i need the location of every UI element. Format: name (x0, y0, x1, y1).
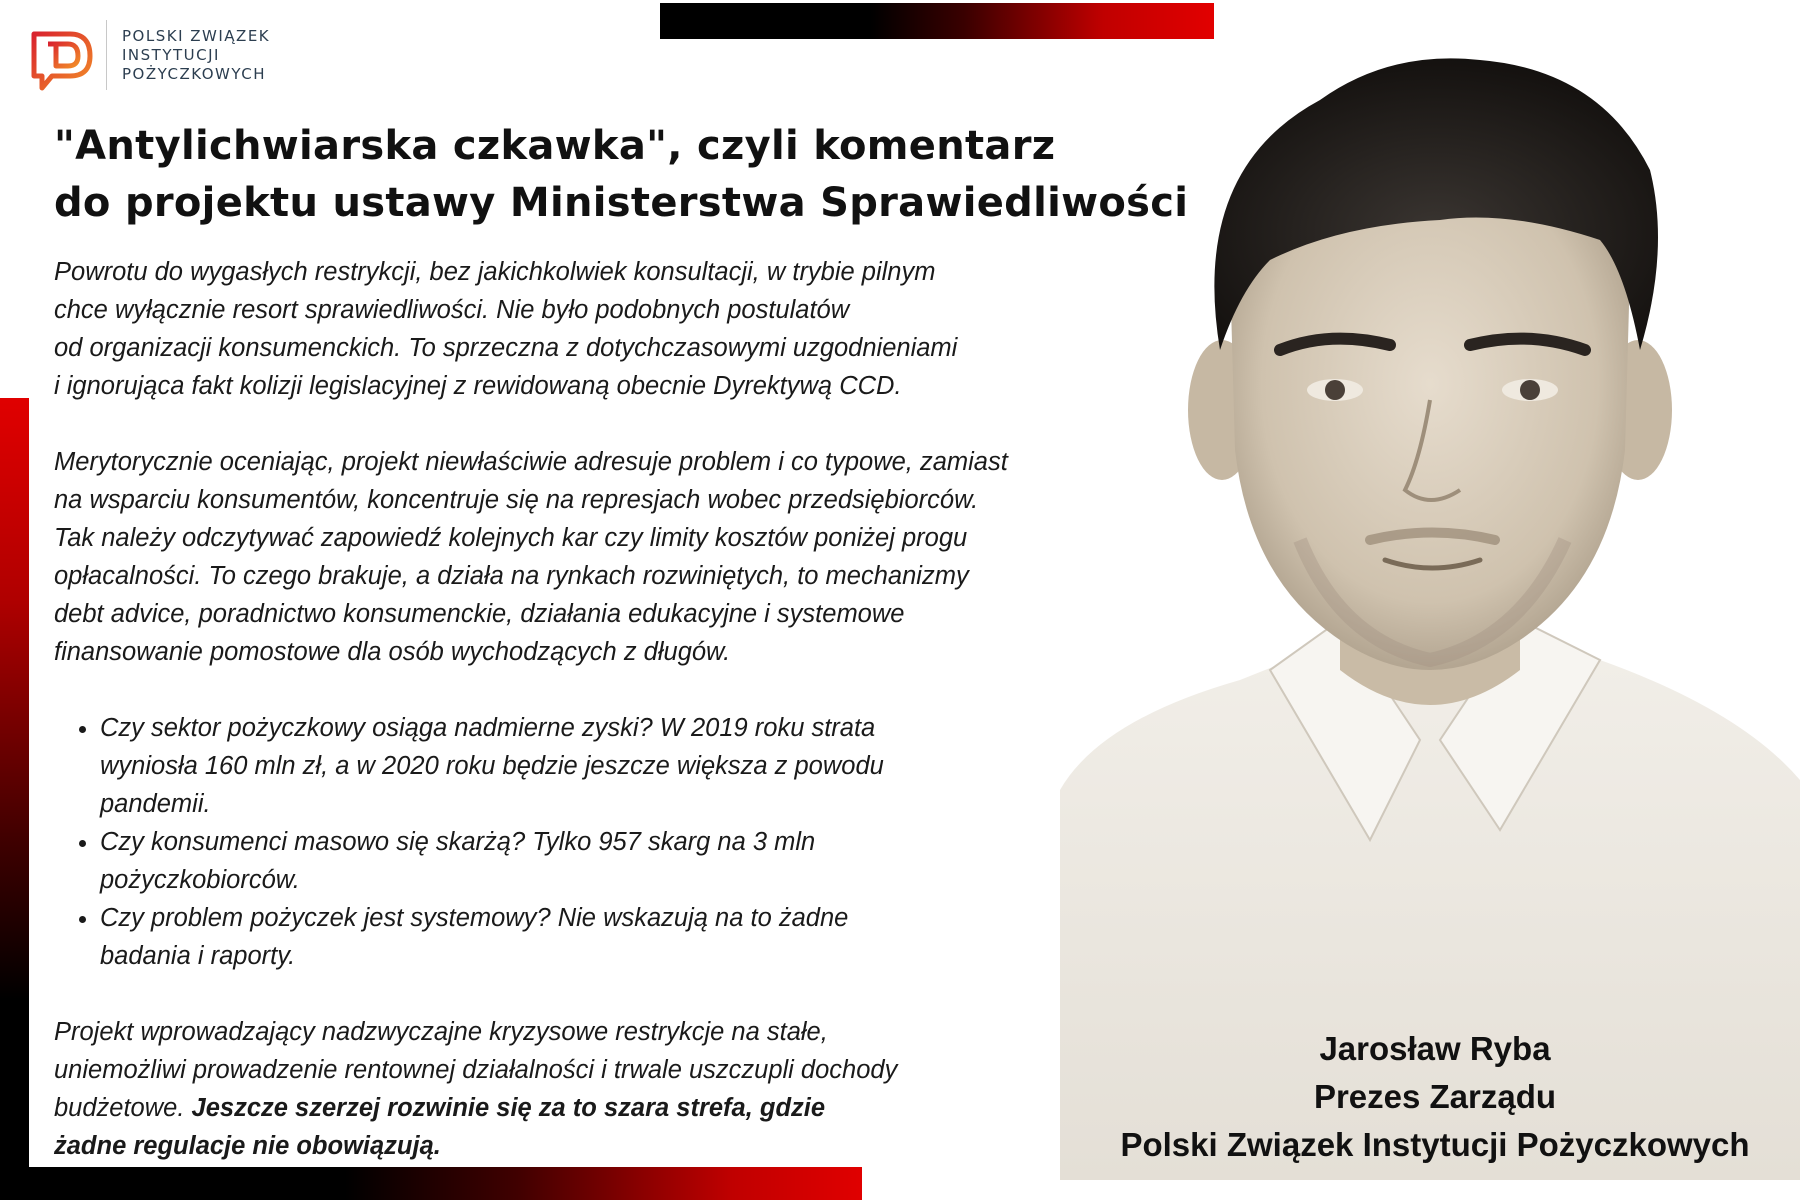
left-gradient-bar (0, 398, 29, 1200)
list-item (100, 709, 1044, 823)
paragraph-1 (54, 253, 1044, 405)
logo-line: INSTYTUCJI (122, 46, 220, 64)
text-line: uniemożliwi prowadzenie rentownej działalności i trwale uszczupli dochody (54, 1056, 898, 1084)
article-body (54, 253, 1044, 1165)
text-line: Tak należy odczytywać zapowiedź kolejnych kar czy limity kosztów poniżej progu (54, 524, 968, 552)
portrait-photo (1040, 20, 1800, 1180)
text-line: debt advice, poradnictwo konsumenckie, działania edukacyjne i systemowe (54, 600, 905, 628)
logo-line: POLSKI ZWIĄZEK (122, 27, 271, 45)
text-line: od organizacji konsumenckich. To sprzeczna z dotychczasowymi uzgodnieniami (54, 334, 958, 362)
paragraph-3 (54, 1013, 1044, 1165)
text-line: opłacalności. To czego brakuje, a działa na rynkach rozwiniętych, to mechanizmy (54, 562, 969, 590)
emphasis-text: żadne regulacje nie obowiązują. (54, 1132, 441, 1160)
paragraph-2 (54, 443, 1044, 671)
text-line: chce wyłącznie resort sprawiedliwości. Nie było podobnych postulatów (54, 296, 850, 324)
text-line: Powrotu do wygasłych restrykcji, bez jakichkolwiek konsultacji, w trybie pilnym (54, 258, 936, 286)
page-title (54, 118, 1189, 232)
text-line: finansowanie pomostowe dla osób wychodzących z długów. (54, 638, 731, 666)
speaker-caption (1090, 1025, 1780, 1169)
text-line: i ignorująca fakt kolizji legislacyjnej z rewidowaną obecnie Dyrektywą CCD. (54, 372, 902, 400)
text-line: badania i raporty. (100, 942, 296, 970)
text-line: wyniosła 160 mln zł, a w 2020 roku będzie jeszcze większa z powodu (100, 752, 884, 780)
text-line: pożyczkobiorców. (100, 866, 300, 894)
text-line: budżetowe. (54, 1094, 185, 1122)
question-list (54, 709, 1044, 975)
speaker-organization: Polski Związek Instytucji Pożyczkowych (1120, 1126, 1750, 1163)
emphasis-text: Jeszcze szerzej rozwinie się za to szara strefa, gdzie (191, 1094, 826, 1122)
title-line: "Antylichwiarska czkawka", czyli komentarz (54, 123, 1056, 169)
text-line: Merytorycznie oceniając, projekt niewłaściwie adresuje problem i co typowe, zamiast (54, 448, 1008, 476)
logo-wordmark (122, 27, 270, 84)
speaker-name: Jarosław Ryba (1319, 1030, 1551, 1067)
title-line: do projektu ustawy Ministerstwa Sprawiedliwości (54, 180, 1189, 226)
speaker-role: Prezes Zarządu (1313, 1078, 1557, 1115)
bottom-gradient-bar (0, 1167, 862, 1200)
list-item (100, 899, 1044, 975)
logo-line: POŻYCZKOWYCH (122, 65, 266, 83)
text-line: Czy sektor pożyczkowy osiąga nadmierne zyski? W 2019 roku strata (100, 714, 876, 742)
text-line: pandemii. (100, 790, 211, 818)
text-line: Projekt wprowadzający nadzwyczajne kryzysowe restrykcje na stałe, (54, 1018, 828, 1046)
text-line: na wsparciu konsumentów, koncentruje się na represjach wobec przedsiębiorców. (54, 486, 979, 514)
text-line: Czy konsumenci masowo się skarżą? Tylko 957 skarg na 3 mln (100, 828, 816, 856)
logo-divider (106, 20, 107, 90)
list-item (100, 823, 1044, 899)
text-line: Czy problem pożyczek jest systemowy? Nie wskazują na to żadne (100, 904, 849, 932)
psip-logo-icon (30, 28, 96, 94)
